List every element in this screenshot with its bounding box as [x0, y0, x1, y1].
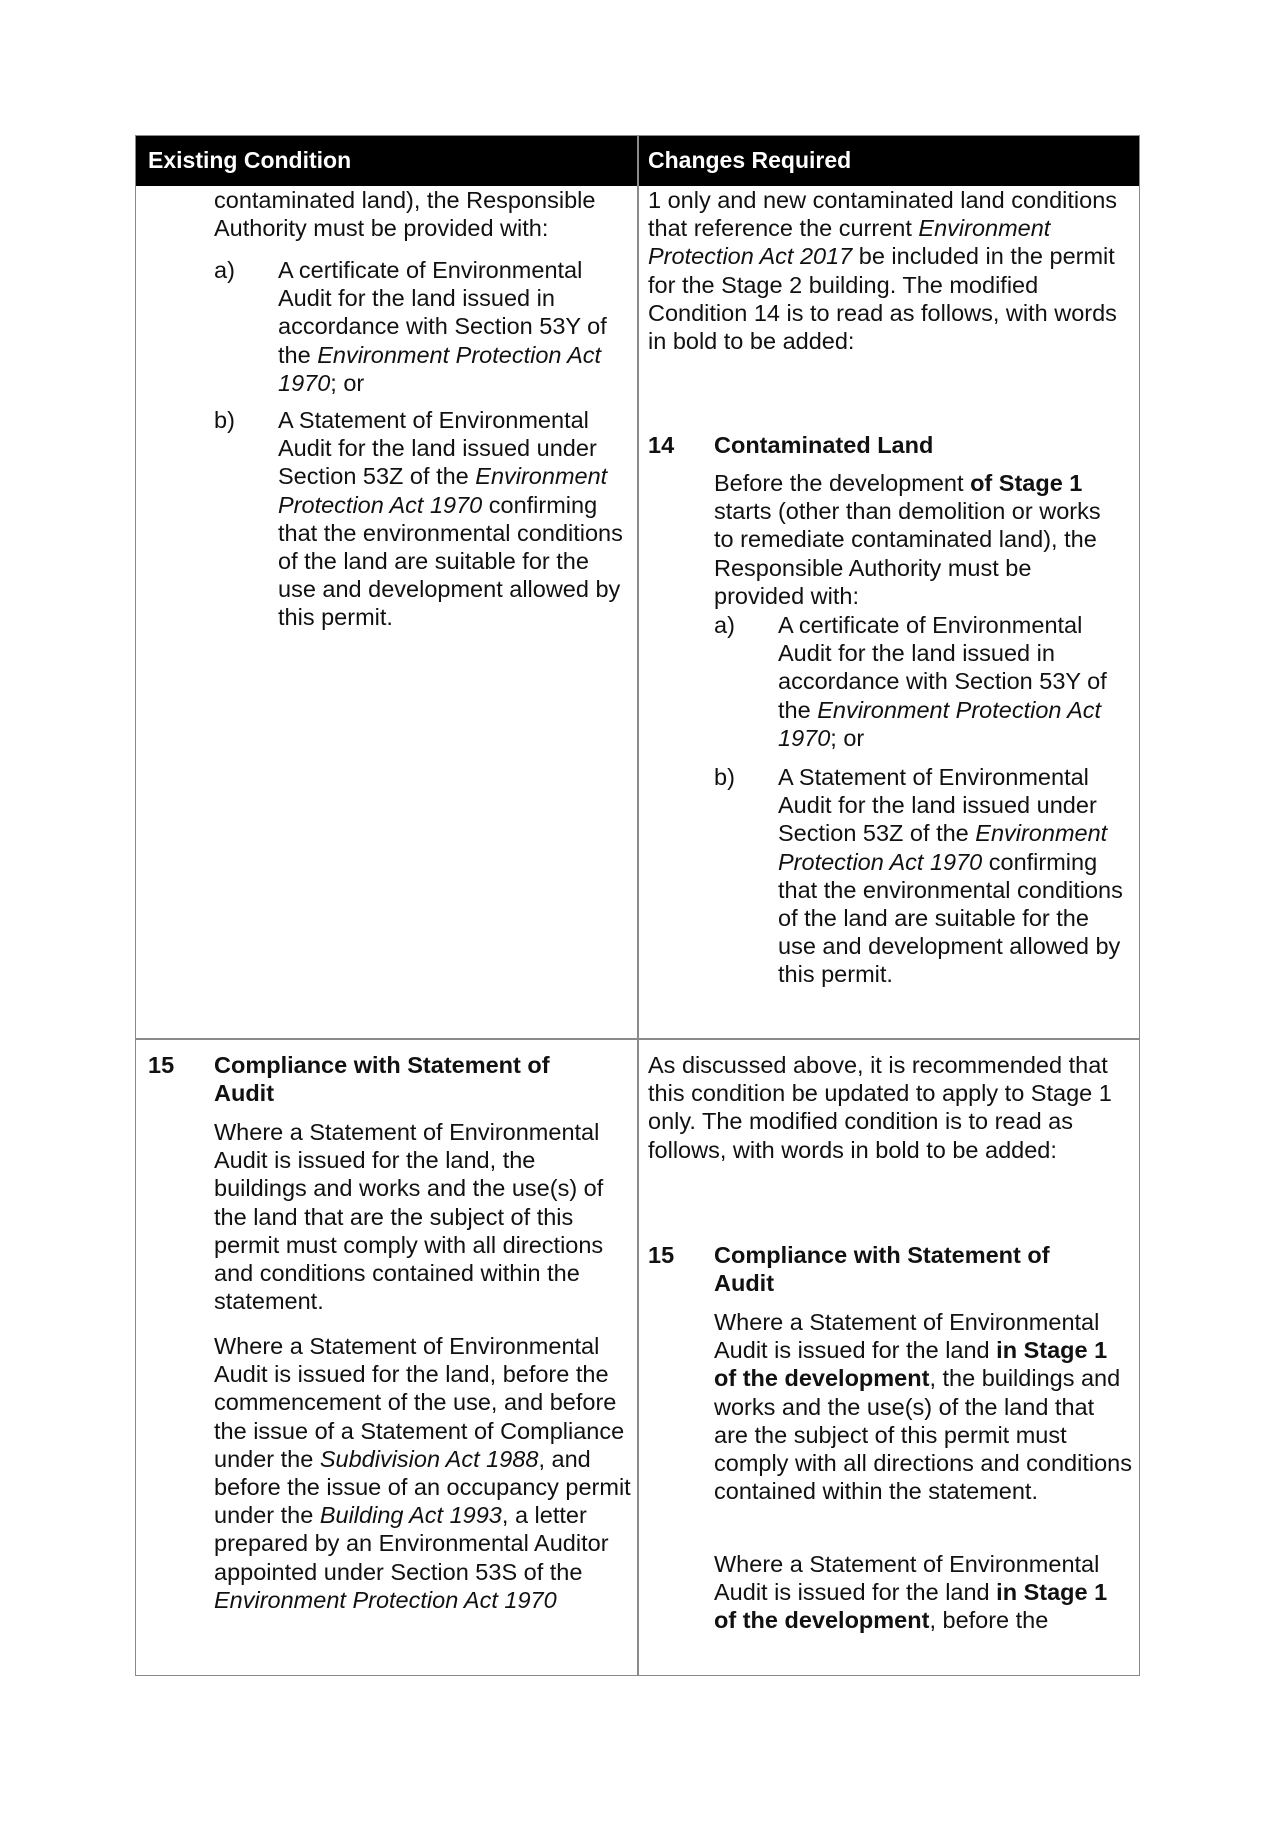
row1-right-item-a-label: a): [714, 612, 735, 638]
body-post: starts (other than demolition or works to remediate contaminated land), the Responsible Authority must be provided with:: [714, 498, 1101, 609]
column-divider: [637, 136, 639, 1675]
item-a-text: A certificate of Environmental Audit for the land issued in accordance with Section 53Y of the: [278, 257, 607, 368]
para1-post: , the buildings and works and the use(s) of the land that are the subject of this permit must comply with all directions and conditions contained within the statement.: [714, 1365, 1132, 1505]
item-b-post: confirming that the environmental conditions of the land are suitable for the use and development allowed by this permit.: [778, 848, 1123, 988]
header-existing-condition: Existing Condition: [148, 147, 352, 173]
para2-text: Where a Statement of Environmental Audit is issued for the land: [714, 1551, 1100, 1606]
row1-right-item-a: [778, 611, 1133, 752]
condition-14-title: Contaminated Land: [714, 432, 934, 458]
condition-15-para2: [214, 1332, 632, 1614]
row1-left-item-b: [278, 406, 633, 632]
row1-right-item-b-label: b): [714, 764, 735, 790]
condition-15-number: 15: [148, 1052, 175, 1078]
para2-mid: , and before the issue of an occupancy permit under the: [214, 1445, 631, 1529]
item-b-act: Environment Protection Act 1970: [778, 820, 1108, 875]
row1-left-item-b-label: b): [214, 407, 235, 433]
row1-left-intro: contaminated land), the Responsible Authority must be provided with:: [214, 187, 596, 242]
body-bold: of Stage 1: [970, 470, 1083, 496]
condition-15-right-title: Compliance with Statement of Audit: [714, 1242, 1050, 1297]
building-act: Building Act 1993: [319, 1502, 502, 1529]
row2-right-intro: As discussed above, it is recommended that this condition be updated to apply to Stage 1 only. The modified condition is to read as follows, with words in bold to be added:: [648, 1052, 1112, 1163]
row1-right-intro: [648, 186, 1128, 355]
condition-14-number: 14: [648, 432, 675, 458]
item-b-post: confirming that the environmental conditions of the land are suitable for the use and development allowed by this permit.: [278, 491, 623, 631]
row1-left-item-a: [278, 256, 633, 397]
item-a-text: A certificate of Environmental Audit for the land issued in accordance with Section 53Y of the: [778, 612, 1107, 723]
para2-text: Where a Statement of Environmental Audit is issued for the land, before the commencement of the use, and before the issue of a Statement of Compliance under the: [214, 1333, 625, 1472]
condition-15-title: Compliance with Statement of Audit: [214, 1052, 550, 1107]
item-b-act: Environment Protection Act 1970: [278, 463, 608, 518]
body-text: Before the development: [714, 470, 971, 496]
header-changes-required: Changes Required: [648, 147, 852, 173]
intro-post: be included in the permit for the Stage 2 building. The modified Condition 14 is to read as follows, with words in bold to be added:: [648, 243, 1117, 355]
para2-post: , before the: [929, 1607, 1049, 1634]
row1-left-item-a-label: a): [214, 257, 235, 283]
subdivision-act: Subdivision Act 1988: [319, 1445, 539, 1472]
intro-act: Environment Protection Act 2017: [648, 215, 1051, 270]
item-a-act: Environment Protection Act 1970: [278, 341, 602, 396]
item-a-act: Environment Protection Act 1970: [778, 696, 1102, 751]
para2-end: , a letter prepared by an Environmental Auditor appointed under Section 53S of the: [214, 1502, 609, 1585]
condition-15-para1: Where a Statement of Environmental Audit is issued for the land, the buildings and works and the use(s) of the land that are the subject of this permit must comply with all directions and conditions contained within the statement.: [214, 1119, 604, 1315]
intro-text: 1 only and new contaminated land conditions that reference the current: [648, 187, 1118, 242]
condition-15-right-para1: [714, 1308, 1134, 1505]
para1-text: Where a Statement of Environmental Audit is issued for the land: [714, 1309, 1100, 1364]
row-divider: [136, 1038, 1139, 1040]
para2-bold: in Stage 1 of the development: [714, 1579, 1108, 1634]
condition-14-body: [714, 469, 1124, 610]
row1-right-item-b: [778, 763, 1133, 989]
item-a-post: ; or: [330, 369, 365, 396]
item-a-post: ; or: [830, 724, 865, 751]
item-b-text: A Statement of Environmental Audit for the land issued under Section 53Z of the: [278, 407, 597, 490]
para1-bold: in Stage 1 of the development: [714, 1337, 1108, 1392]
item-b-text: A Statement of Environmental Audit for the land issued under Section 53Z of the: [778, 764, 1097, 847]
condition-15-right-number: 15: [648, 1242, 675, 1268]
conditions-table: [135, 135, 1140, 1676]
environment-act: Environment Protection Act 1970: [214, 1586, 557, 1613]
condition-15-right-para2: [714, 1550, 1134, 1635]
